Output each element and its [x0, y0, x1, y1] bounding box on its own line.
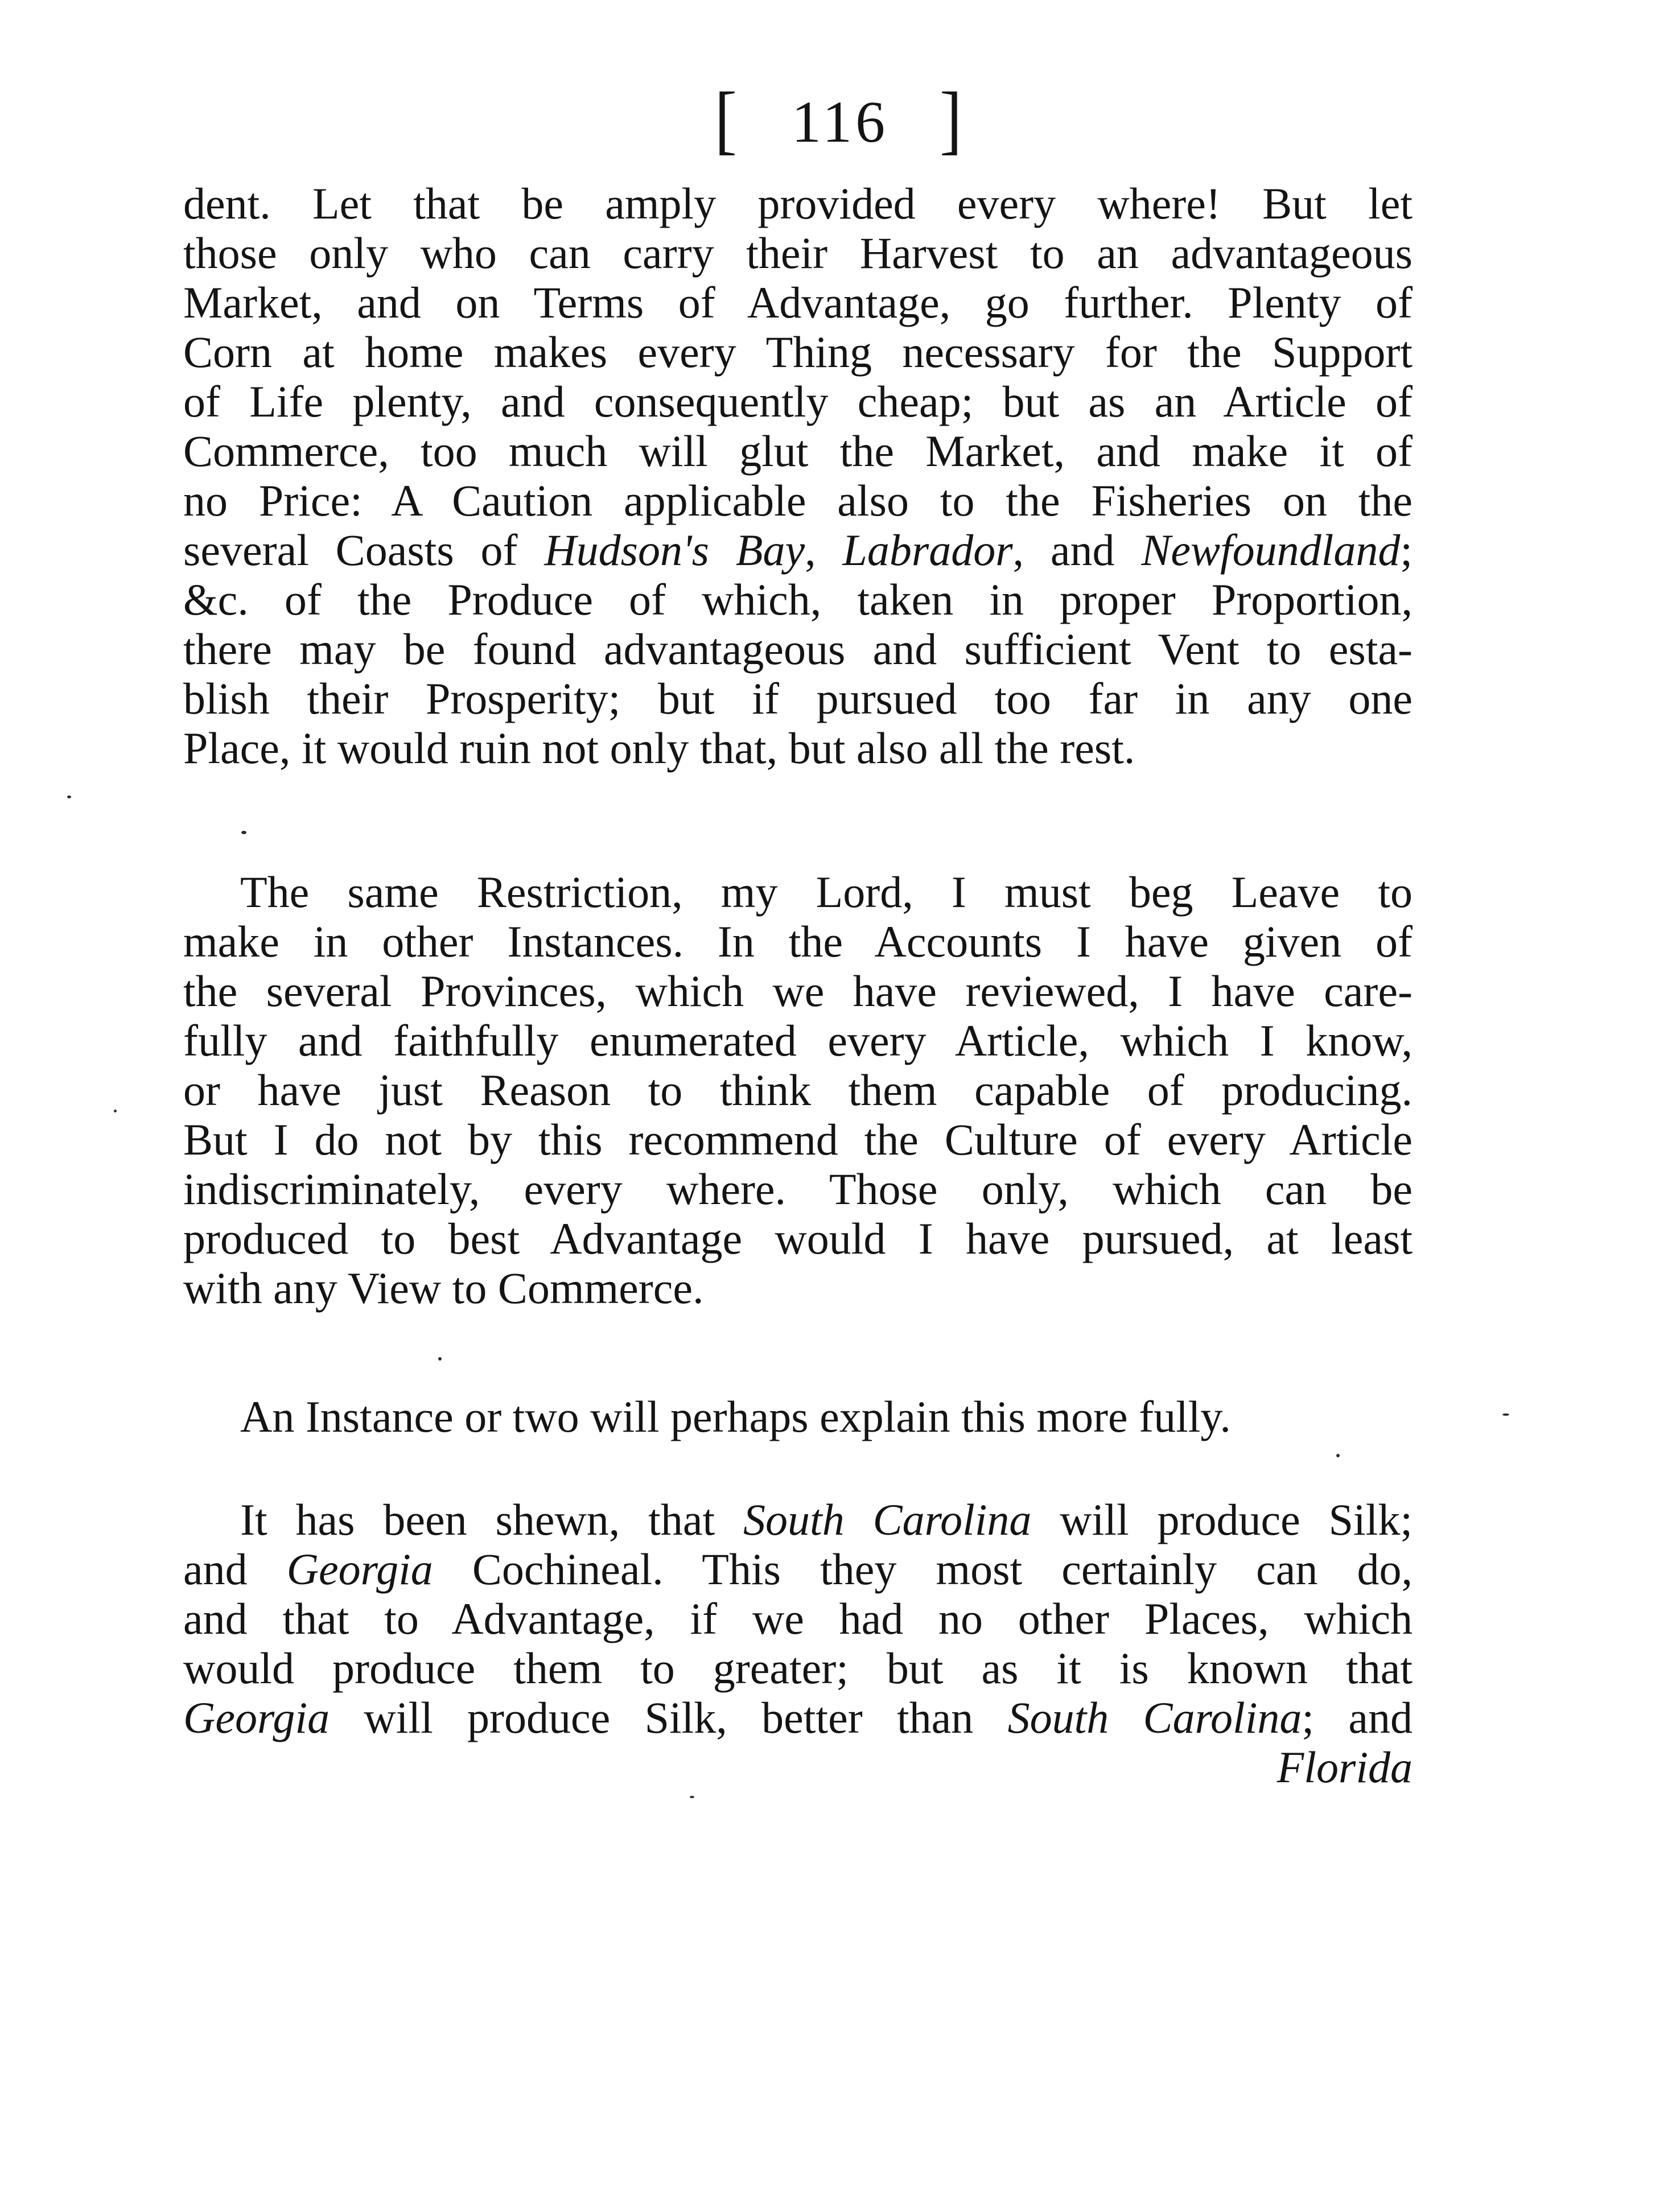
place-name: South Carolina [1007, 1693, 1302, 1742]
text-line: indiscriminately, every where. Those only, which can be [183, 1164, 1413, 1214]
text-run: ; and [1302, 1693, 1413, 1742]
text-line-places [183, 525, 1413, 575]
ink-speck [690, 1796, 694, 1798]
text-line: blish their Prosperity; but if pursued too far in any one [183, 674, 1413, 723]
text-line-places [183, 1693, 1413, 1742]
ink-speck [67, 796, 71, 798]
place-name: Georgia [183, 1693, 330, 1742]
page-number: 116 [791, 89, 889, 155]
text-run: will produce Silk, better than [330, 1693, 1008, 1742]
text-run: will produce Silk; [1031, 1495, 1413, 1544]
text-line: produced to best Advantage would I have pursued, at least [183, 1214, 1413, 1263]
paragraph-3 [183, 1392, 1413, 1441]
text-line: there may be found advantageous and sufficient Vent to esta- [183, 624, 1413, 674]
text-line: Place, it would ruin not only that, but also all the rest. [183, 723, 1135, 773]
text-run: several Coasts of [183, 525, 545, 575]
paragraph-4 [183, 1495, 1413, 1792]
text-line: no Price: A Caution applicable also to the Fisheries on the [183, 476, 1413, 525]
text-line: of Life plenty, and consequently cheap; but as an Article of [183, 377, 1413, 426]
text-line: &c. of the Produce of which, taken in proper Proportion, [183, 575, 1413, 624]
place-name: Hudson's Bay [544, 525, 805, 575]
text-run: ; [1400, 525, 1413, 575]
open-bracket: [ [714, 76, 740, 162]
text-line: But I do not by this recommend the Culture of every Article [183, 1115, 1413, 1164]
text-line: and that to Advantage, if we had no other Places, which [183, 1594, 1413, 1643]
text-line: those only who can carry their Harvest to an advantageous [183, 228, 1413, 278]
text-run: , [805, 525, 843, 575]
text-line: An Instance or two will perhaps explain this more fully. [240, 1392, 1231, 1441]
text-run: and [183, 1544, 287, 1594]
text-line: fully and faithfully enumerated every Article, which I know, [183, 1016, 1413, 1065]
text-run: It has been shewn, that [240, 1495, 744, 1544]
ink-speck [1502, 1413, 1509, 1416]
place-name: Georgia [286, 1544, 433, 1594]
text-line: with any View to Commerce. [183, 1263, 704, 1313]
text-line: The same Restriction, my Lord, I must beg Leave to [240, 867, 1413, 917]
text-line: would produce them to greater; but as it is known that [183, 1643, 1413, 1693]
text-run: , and [1012, 525, 1142, 575]
paragraph-1 [183, 179, 1413, 773]
text-line: the several Provinces, which we have reviewed, I have care- [183, 966, 1413, 1016]
close-bracket: ] [940, 76, 966, 162]
ink-speck [1336, 1454, 1340, 1457]
catchword [183, 1742, 1413, 1792]
catchword-text: Florida [1277, 1742, 1413, 1792]
text-line: dent. Let that be amply provided every where! But let [183, 179, 1413, 228]
text-run: Cochineal. This they most certainly can do, [433, 1544, 1413, 1594]
ink-speck [438, 1357, 442, 1361]
text-line-places [183, 1544, 1413, 1594]
place-name: South Carolina [743, 1495, 1032, 1544]
text-line: or have just Reason to think them capable of producing. [183, 1065, 1413, 1115]
place-name: Labrador [842, 525, 1013, 575]
ink-speck [114, 1110, 117, 1112]
page-number-header [0, 76, 1680, 162]
text-line: Corn at home makes every Thing necessary for the Support [183, 327, 1413, 377]
ink-speck [241, 831, 246, 834]
text-line: make in other Instances. In the Accounts I have given of [183, 917, 1413, 966]
text-line-places [183, 1495, 1413, 1544]
text-line: Commerce, too much will glut the Market, and make it of [183, 426, 1413, 476]
text-line: Market, and on Terms of Advantage, go further. Plenty of [183, 278, 1413, 327]
place-name: Newfoundland [1141, 525, 1401, 575]
paragraph-2 [183, 867, 1413, 1313]
